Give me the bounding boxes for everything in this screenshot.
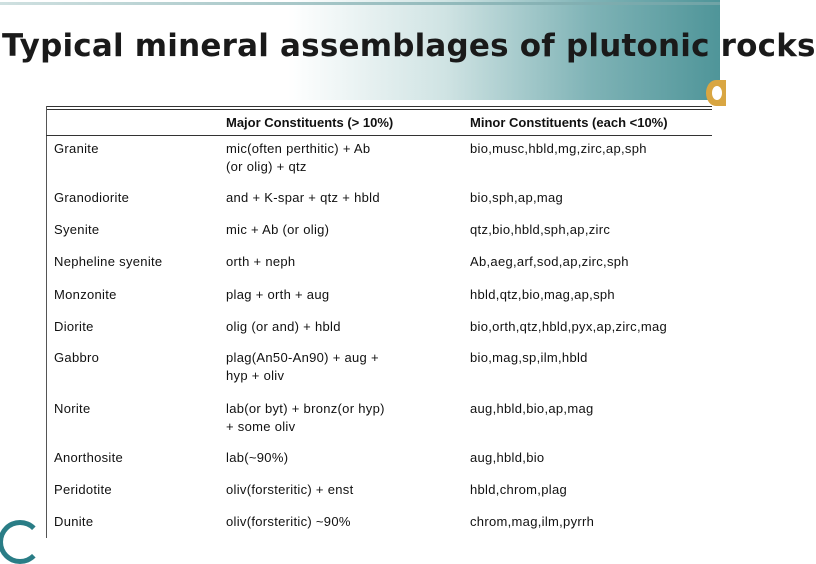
rock-name: Norite <box>54 401 91 416</box>
minor-constituents: bio,mag,sp,ilm,hbld <box>470 350 588 365</box>
major-constituents <box>226 140 370 176</box>
major-constituents <box>226 349 379 385</box>
major-line: olig (or and) + hbld <box>226 319 341 334</box>
major-line: and + K-spar + qtz + hbld <box>226 190 380 205</box>
major-line: lab(or byt) + bronz(or hyp) <box>226 401 385 416</box>
major-constituents <box>226 400 385 436</box>
major-line: oliv(forsteritic) + enst <box>226 482 354 497</box>
major-line: mic(often perthitic) + Ab <box>226 141 371 156</box>
title-rule <box>0 2 720 5</box>
major-line: orth + neph <box>226 254 296 269</box>
major-constituents <box>226 221 329 239</box>
major-constituents <box>226 513 351 531</box>
major-line: lab(~90%) <box>226 450 289 465</box>
major-line: + some oliv <box>226 419 296 434</box>
header-minor: Minor Constituents (each <10%) <box>470 115 668 130</box>
table-left-rule <box>46 106 47 538</box>
institution-logo-icon <box>0 520 42 564</box>
minor-constituents: chrom,mag,ilm,pyrrh <box>470 514 595 529</box>
major-constituents <box>226 253 295 271</box>
rock-name: Diorite <box>54 319 94 334</box>
corner-decoration-inner <box>712 86 722 100</box>
rock-name: Gabbro <box>54 350 100 365</box>
minor-constituents: hbld,qtz,bio,mag,ap,sph <box>470 287 615 302</box>
rock-name: Nepheline syenite <box>54 254 163 269</box>
minor-constituents: qtz,bio,hbld,sph,ap,zirc <box>470 222 611 237</box>
rock-name: Syenite <box>54 222 100 237</box>
major-line: oliv(forsteritic) ~90% <box>226 514 351 529</box>
major-line: hyp + oliv <box>226 368 285 383</box>
rock-name: Granite <box>54 141 99 156</box>
minor-constituents: bio,orth,qtz,hbld,pyx,ap,zirc,mag <box>470 319 668 334</box>
mineral-table <box>46 106 712 538</box>
minor-constituents: bio,musc,hbld,mg,zirc,ap,sph <box>470 141 647 156</box>
rock-name: Monzonite <box>54 287 117 302</box>
major-constituents <box>226 286 329 304</box>
major-constituents <box>226 318 341 336</box>
major-line: plag(An50-An90) + aug + <box>226 350 379 365</box>
minor-constituents: hbld,chrom,plag <box>470 482 567 497</box>
table-top-rule <box>46 106 712 107</box>
major-constituents <box>226 481 353 499</box>
minor-constituents: aug,hbld,bio <box>470 450 545 465</box>
major-line: mic + Ab (or olig) <box>226 222 330 237</box>
header-major: Major Constituents (> 10%) <box>226 115 394 130</box>
rock-name: Anorthosite <box>54 450 124 465</box>
minor-constituents: bio,sph,ap,mag <box>470 190 564 205</box>
header-rule <box>46 135 712 136</box>
major-constituents <box>226 449 288 467</box>
major-line: plag + orth + aug <box>226 287 330 302</box>
rock-name: Granodiorite <box>54 190 130 205</box>
rock-name: Peridotite <box>54 482 112 497</box>
minor-constituents: aug,hbld,bio,ap,mag <box>470 401 594 416</box>
table-top-rule-2 <box>46 109 712 110</box>
rock-name: Dunite <box>54 514 94 529</box>
minor-constituents: Ab,aeg,arf,sod,ap,zirc,sph <box>470 254 629 269</box>
page-title: Typical mineral assemblages of plutonic rocks <box>2 28 816 64</box>
major-constituents <box>226 189 380 207</box>
major-line: (or olig) + qtz <box>226 159 307 174</box>
